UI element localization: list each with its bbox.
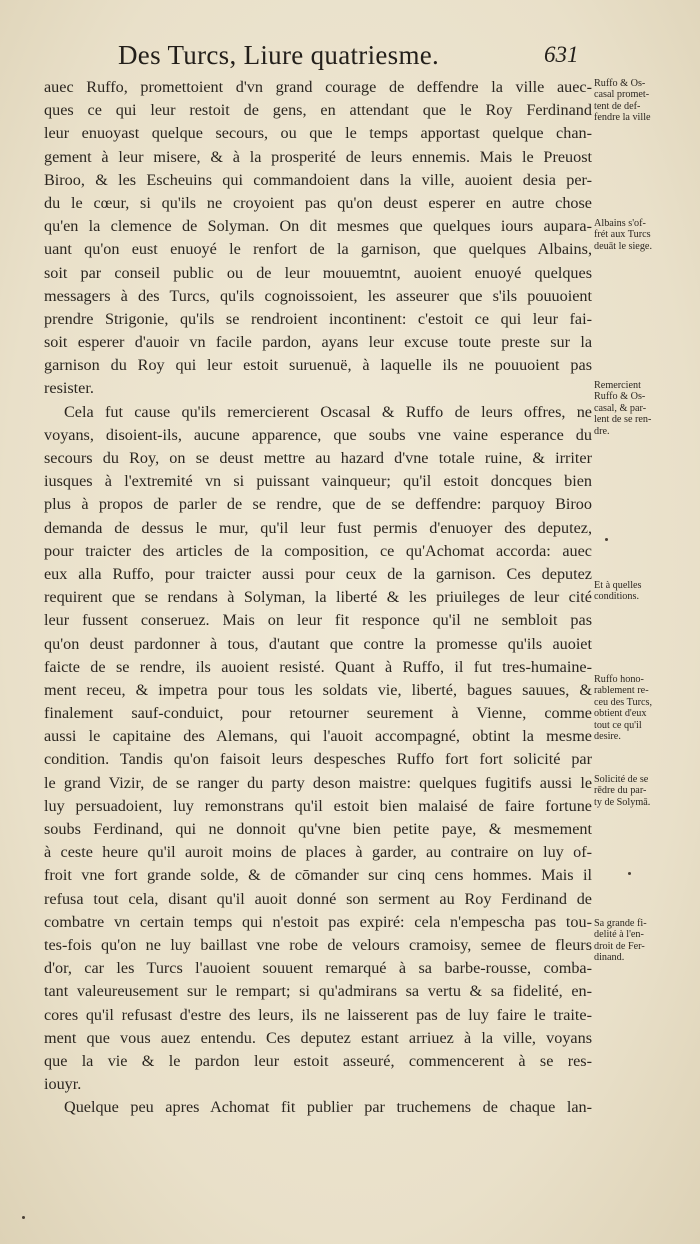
text-line: plus à propos de parler de se rendre, que de se deffendre: parquoy Biroo <box>44 495 592 514</box>
text-line: condition. Tandis qu'on faisoit leurs despesches Ruffo fort fort solicité par <box>44 750 592 769</box>
text-line: d'or, car les Turcs l'auoient souuent remarqué à sa barbe-rousse, comba- <box>44 959 592 978</box>
text-line: faicte de se rendre, ils auoient resisté. Quant à Ruffo, il fut tres-humaine- <box>44 657 592 676</box>
text-line: du le cœur, si qu'ils ne croyoient pas qu'on deust esperer en autre chose <box>44 193 592 212</box>
margin-note: Ruffo hono- rablement re- ceu des Turcs, obtient d'eux tout ce qu'il desire. <box>594 674 653 743</box>
running-title: Des Turcs, Liure quatriesme. <box>118 40 440 70</box>
text-line: messagers à des Turcs, qu'ils cognoissoient, les asseurer que s'ils pouuoient <box>44 286 592 305</box>
text-line: soit par conseil public ou de leur mouuemtnt, auoient enuoyé quelques <box>44 263 592 282</box>
main-text <box>44 76 592 1119</box>
margin-note: Et à quelles conditions. <box>594 580 642 603</box>
text-line: Quelque peu apres Achomat fit publier par truchemens de chaque lan- <box>64 1098 592 1117</box>
text-line: iouyr. <box>44 1075 82 1094</box>
margin-note: Remercient Ruffo & Os- casal, & par- lent de se ren- dre. <box>594 380 652 437</box>
margin-note: Albains s'of- frét aux Turcs deuāt le siege. <box>594 218 652 252</box>
text-line: ment receu, & impetra pour tous les soldats vie, liberté, bagues sauues, & <box>44 680 592 699</box>
text-line: qu'en la clemence de Solyman. On dit mesmes que quelques iours aupara- <box>44 217 592 236</box>
text-line: qu'on deust pardonner à tous, d'autant que contre la promesse qu'ils auoiet <box>44 634 592 653</box>
text-line: tes-fois qu'on ne luy baillast vne robe de velours cramoisy, semee de fleurs <box>44 935 592 954</box>
text-line: soit esperer d'auoir vn facile pardon, ayans leur excuse toute preste sur la <box>44 333 592 352</box>
text-line: aussi le capitaine des Alemans, qui l'auoit accompagné, obtint la mesme <box>44 727 592 746</box>
text-line: gement à leur misere, & à la prosperité de leurs ennemis. Mais le Preuost <box>44 147 592 166</box>
text-line: ques ce qui leur restoit de gens, en attendant que le Roy Ferdinand <box>44 101 592 120</box>
text-line: secours du Roy, on se deust mettre au hazard d'vne totale ruine, & irriter <box>44 449 592 467</box>
text-line: pour traicter des articles de la composition, ce qu'Achomat accorda: auec <box>44 541 592 560</box>
text-line: finalement sauf-conduict, pour retourner seurement à Vienne, comme <box>44 704 592 723</box>
text-line: eux alla Ruffo, pour traicter aussi pour ceux de la garnison. Ces deputez <box>44 564 592 583</box>
page-number: 631 <box>544 42 579 67</box>
text-line: à ceste heure qu'il auroit moins de places à garder, au contraire on luy of- <box>44 843 592 862</box>
text-line: soubs Ferdinand, qui ne donnoit qu'vne bien petite paye, & mesmement <box>44 820 592 838</box>
margin-note: Ruffo & Os- casal promet- tent de def- fendre la ville <box>594 78 651 124</box>
margin-note: Sa grande fi- delité à l'en- droit de Fer- dinand. <box>594 918 647 964</box>
text-line: combatre vn certain temps qui n'estoit pas expiré: cela n'empescha pas tou- <box>44 912 592 931</box>
text-line: ment que vous auez entendu. Ces deputez estant arriuez à la ville, voyans <box>44 1028 592 1047</box>
text-line: requirent que se rendans à Solyman, la liberté & les priuileges de leur cité <box>44 588 592 607</box>
text-line: luy persuadoient, luy remonstrans qu'il estoit bien malaisé de faire fortune <box>44 796 592 815</box>
page-header <box>0 40 700 76</box>
ink-speck <box>628 872 631 875</box>
text-line: Cela fut cause qu'ils remercierent Oscasal & Ruffo de leurs offres, ne <box>64 402 592 421</box>
text-line: demanda de dessus le mur, qu'il leur fust permis d'enuoyer des deputez, <box>44 518 592 537</box>
text-line: leur enuoyast quelque secours, ou que le temps apportast quelque chan- <box>44 124 592 143</box>
text-line: resister. <box>44 379 94 398</box>
text-line: cores qu'il refusast d'estre des leurs, ils ne laisserent pas de luy faire le traite- <box>44 1005 592 1024</box>
text-line: prendre Strigonie, qu'ils se rendroient incontinent: c'estoit ce qui leur fai- <box>44 309 592 328</box>
margin-note: Solicité de se rēdre du par- ty de Solymā. <box>594 774 651 808</box>
text-line: le grand Vizir, de se ranger du party deson maistre: quelques fugitifs aussi le <box>44 773 592 792</box>
text-line: leur fussent conseruez. Mais on leur fit responce qu'il ne sembloit pas <box>44 611 592 630</box>
text-line: uant qu'on eust enuoyé le renfort de la garnison, que quelques Albains, <box>44 240 592 259</box>
text-line: tant valeureusement sur le rempart; si qu'admirans sa vertu & sa fidelité, en- <box>44 982 592 1001</box>
text-line: Biroo, & les Escheuins qui commandoient dans la ville, auoient desia per- <box>44 170 592 189</box>
text-line: auec Ruffo, promettoient d'vn grand courage de deffendre la ville auec- <box>44 78 592 96</box>
ink-speck <box>22 1216 25 1219</box>
text-line: iusques à l'extremité vn si puissant vainqueur; qu'il estoit doncques bien <box>44 472 592 491</box>
ink-speck <box>605 538 608 541</box>
text-line: que la vie & le pardon leur estoit asseuré, commencerent à se res- <box>44 1051 592 1070</box>
text-line: voyans, disoient-ils, aucune apparence, que soubs vne vaine esperance du <box>44 425 592 444</box>
text-line: refusa tout cela, disant qu'il auoit donné son serment au Roy Ferdinand de <box>44 889 592 908</box>
text-line: froit vne fort grande solde, & de cōmander sur cinq cens hommes. Mais il <box>44 866 592 885</box>
text-line: garnison du Roy qui leur estoit suruenuë, à laquelle ils ne pouuoient pas <box>44 356 592 375</box>
